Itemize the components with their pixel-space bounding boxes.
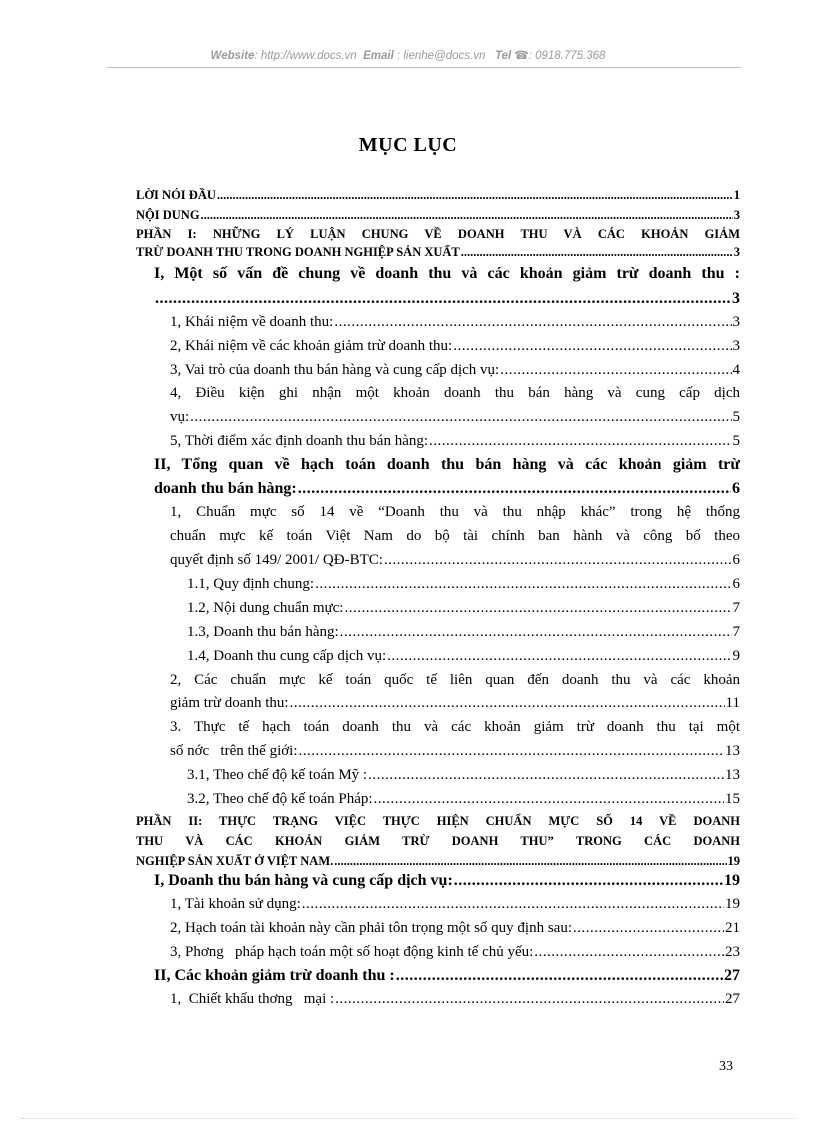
toc-entry-line[interactable]: 2, Các chuẩn mực kế toán quốc tế liên quan đến doanh thu và các khoản (170, 672, 740, 688)
toc-entry[interactable] (170, 433, 740, 450)
toc-leader-dots (453, 338, 731, 355)
toc-page-number: 6 (732, 480, 740, 497)
toc-page-number: 27 (725, 991, 740, 1007)
toc-leader-dots (334, 314, 731, 331)
toc-entry-text: 1, Tài khoản sử dụng: (170, 896, 301, 912)
toc-part-heading[interactable]: THU VÀ CÁC KHOẢN GIẢM TRỪ DOANH THU” TRONG CÁC DOANH (136, 834, 740, 848)
toc-page-number: 5 (732, 433, 740, 449)
toc-entry[interactable] (170, 314, 740, 331)
website-label: Website (210, 50, 255, 62)
toc-entry-text: II, Các khoản giảm trừ doanh thu : (154, 967, 395, 984)
toc-leader-dots (454, 872, 723, 890)
toc-entry-text: NỘI DUNG (136, 208, 200, 222)
toc-leader-dots (217, 188, 733, 203)
toc-leader-dots (315, 576, 731, 593)
toc-entry-text: 1, Khái niệm về doanh thu: (170, 314, 334, 330)
toc-entry[interactable] (154, 290, 740, 308)
toc-page-number: 7 (732, 600, 740, 616)
toc-entry-text: 1, Chiết khấu thơng mại : (170, 991, 335, 1007)
toc-leader-dots (344, 600, 731, 617)
toc-page-number: 7 (732, 624, 740, 640)
toc-entry-text: NGHIỆP SẢN XUẤT Ở VIỆT NAM. (136, 854, 334, 868)
toc-leader-dots (335, 991, 724, 1008)
toc-entry[interactable] (187, 767, 740, 784)
page-header (0, 48, 816, 62)
toc-entry-text: 3, Vai trò của doanh thu bán hàng và cung cấp dịch vụ: (170, 362, 500, 378)
toc-entry-text: 5, Thời điểm xác định doanh thu bán hàng: (170, 433, 429, 449)
toc-entry-line[interactable]: 4, Điều kiện ghi nhận một khoản doanh thu bán hàng và cung cấp dịch (170, 385, 740, 401)
toc-entry[interactable] (170, 920, 740, 937)
toc-leader-dots (461, 245, 733, 260)
toc-page-number: 11 (725, 695, 740, 711)
toc-entry-line[interactable]: 3. Thực tế hạch toán doanh thu và các khoản giảm trừ doanh thu tại một (170, 719, 740, 735)
toc-entry[interactable] (136, 245, 740, 260)
email-label: Email (363, 50, 394, 62)
toc-entry[interactable] (136, 854, 740, 869)
toc-page-number: 13 (725, 743, 740, 759)
toc-leader-dots (334, 854, 726, 869)
phone-icon: ☎ (514, 50, 529, 62)
toc-leader-dots (190, 409, 731, 426)
toc-entry-text: 3.1, Theo chế độ kế toán Mỹ : (187, 767, 368, 783)
toc-entry[interactable] (170, 362, 740, 379)
toc-entry[interactable] (170, 991, 740, 1008)
toc-leader-dots (374, 791, 724, 808)
footer-rule (20, 1118, 796, 1119)
toc-entry-line[interactable]: 1, Chuẩn mực số 14 về “Doanh thu và thu nhập khác” trong hệ thống (170, 504, 740, 520)
toc-entry-text: 1.1, Quy định chung: (187, 576, 315, 592)
toc-entry-text: quyết định số 149/ 2001/ QĐ-BTC: (170, 552, 383, 568)
toc-entry-text: LỜI NÓI ĐẦU (136, 188, 216, 202)
toc-leader-dots (396, 967, 723, 985)
toc-page-number: 27 (724, 967, 740, 984)
toc-leader-dots (201, 208, 733, 223)
website-value: : http://www.docs.vn (254, 50, 357, 62)
header-rule (107, 67, 741, 68)
toc-entry-text: doanh thu bán hàng: (154, 480, 297, 497)
page-title: MỤC LỤC (358, 134, 458, 156)
toc-entry[interactable] (187, 576, 740, 593)
toc-entry-text: số nớc trên thế giới: (170, 743, 298, 759)
toc-page-number: 9 (732, 648, 740, 664)
toc-entry[interactable] (170, 896, 740, 913)
toc-entry-text: TRỪ DOANH THU TRONG DOANH NGHIỆP SẢN XUẤT (136, 245, 460, 259)
toc-page-number: 5 (732, 409, 740, 425)
toc-leader-dots (298, 480, 731, 498)
toc-entry[interactable] (154, 480, 740, 498)
toc-page-number: 3 (733, 245, 740, 259)
toc-entry[interactable] (170, 944, 740, 961)
toc-entry[interactable] (187, 600, 740, 617)
toc-entry-text: I, Doanh thu bán hàng và cung cấp dịch vụ: (154, 872, 453, 889)
toc-page-number: 15 (725, 791, 740, 807)
toc-leader-dots (302, 896, 724, 913)
toc-entry-text: 1.2, Nội dung chuẩn mực: (187, 600, 344, 616)
toc-leader-dots (290, 695, 725, 712)
toc-entry[interactable] (187, 791, 740, 808)
toc-entry-text: 2, Khái niệm về các khoản giảm trừ doanh thu: (170, 338, 453, 354)
toc-page-number: 3 (732, 338, 740, 354)
toc-entry[interactable] (170, 695, 740, 712)
toc-entry[interactable] (170, 338, 740, 355)
toc-page-number: 13 (725, 767, 740, 783)
toc-page-number: 19 (725, 896, 740, 912)
toc-entry-text: 2, Hạch toán tài khoản này cần phải tôn trọng một số quy định sau: (170, 920, 573, 936)
toc-leader-dots (500, 362, 731, 379)
toc-entry[interactable] (154, 967, 740, 985)
toc-part-heading[interactable]: PHẦN II: THỰC TRẠNG VIỆC THỰC HIỆN CHUẨN MỰC SỐ 14 VỀ DOANH (136, 814, 740, 828)
toc-entry-text: 1.4, Doanh thu cung cấp dịch vụ: (187, 648, 387, 664)
toc-leader-dots (384, 552, 732, 569)
toc-page-number: 21 (725, 920, 740, 936)
toc-page-number: 19 (727, 854, 740, 868)
toc-entry[interactable] (170, 409, 740, 426)
toc-leader-dots (368, 767, 724, 784)
toc-page-number: 6 (732, 576, 740, 592)
toc-entry[interactable] (170, 743, 740, 760)
toc-section-heading[interactable]: II, Tổng quan về hạch toán doanh thu bán hàng và các khoản giảm trừ (154, 456, 740, 473)
toc-entry-text: vụ: (170, 409, 190, 425)
toc-entry[interactable] (136, 208, 740, 223)
tel-label: Tel (494, 50, 512, 62)
page-number: 33 (719, 1059, 733, 1074)
toc-leader-dots (534, 944, 724, 961)
toc-entry[interactable] (154, 872, 740, 890)
toc-page-number: 4 (732, 362, 740, 378)
toc-page-number: 23 (725, 944, 740, 960)
toc-page-number: 3 (733, 208, 740, 222)
toc-entry[interactable] (187, 624, 740, 641)
toc-section-heading[interactable]: I, Một số vấn đề chung về doanh thu và các khoản giảm trừ doanh thu : (154, 265, 740, 282)
toc-entry-line[interactable]: chuẩn mực kế toán Việt Nam do bộ tài chính ban hành và công bố theo (170, 528, 740, 544)
toc-leader-dots (340, 624, 732, 641)
toc-page-number: 1 (733, 188, 740, 202)
toc-entry-text: 1.3, Doanh thu bán hàng: (187, 624, 339, 640)
toc-page-number: 3 (732, 314, 740, 330)
toc-leader-dots (299, 743, 724, 760)
toc-part-heading[interactable]: PHẦN I: NHỮNG LÝ LUẬN CHUNG VỀ DOANH THU VÀ CÁC KHOẢN GIẢM (136, 227, 740, 241)
toc-leader-dots (387, 648, 731, 665)
tel-value: : 0918.775.368 (528, 50, 606, 62)
toc-page-number: 19 (724, 872, 740, 889)
toc-entry-text: 3.2, Theo chế độ kế toán Pháp: (187, 791, 373, 807)
toc-leader-dots (573, 920, 724, 937)
toc-entry[interactable] (170, 552, 740, 569)
toc-entry[interactable] (187, 648, 740, 665)
toc-leader-dots (429, 433, 731, 450)
toc-entry-text: giảm trừ doanh thu: (170, 695, 289, 711)
email-value: : lienhe@docs.vn (396, 50, 486, 62)
toc-leader-dots (155, 290, 731, 308)
toc-page-number: 6 (732, 552, 740, 568)
toc-page-number: 3 (732, 290, 740, 307)
toc-entry-text: 3, Phơng pháp hạch toán một số hoạt động kinh tế chủ yếu: (170, 944, 534, 960)
toc-entry[interactable] (136, 188, 740, 203)
